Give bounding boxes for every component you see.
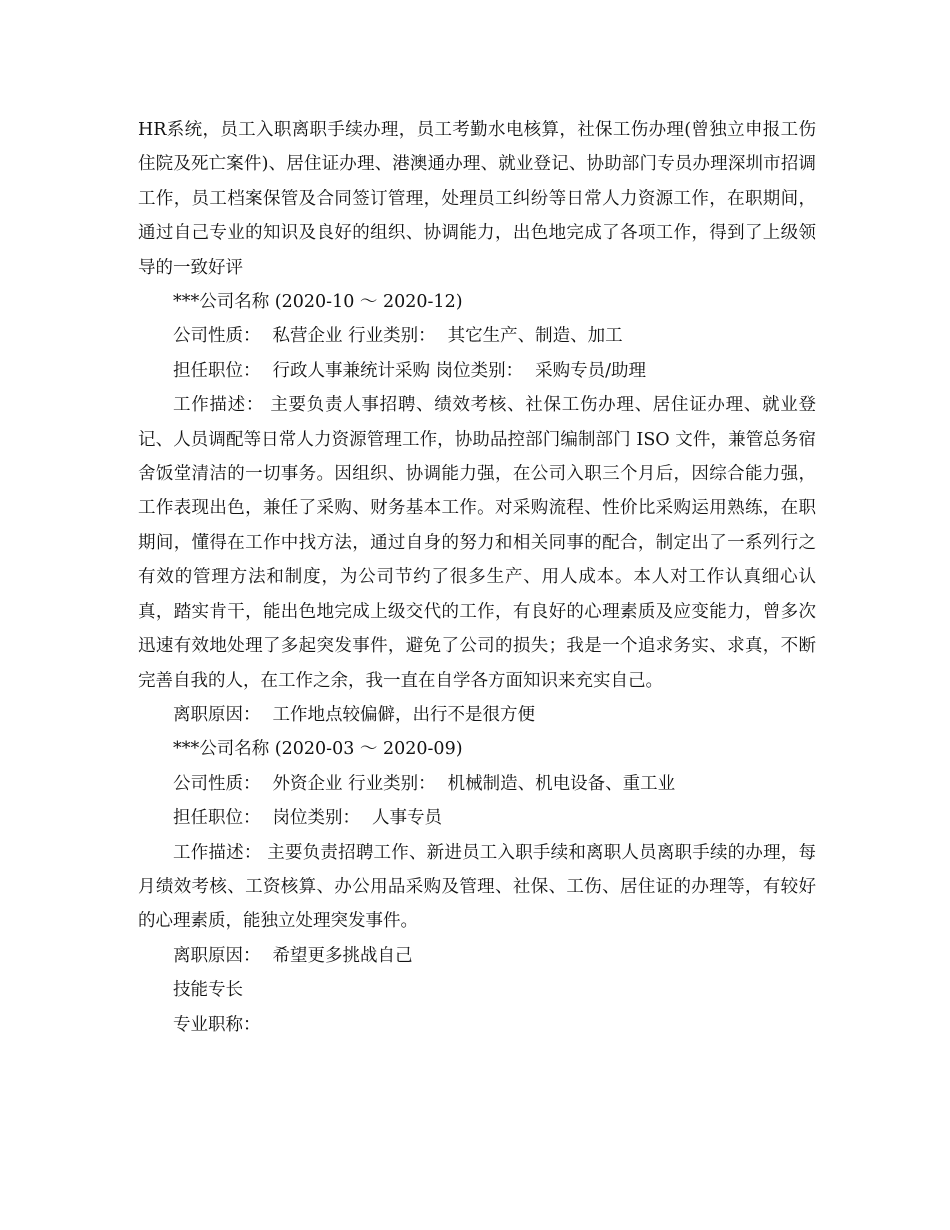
job1-industry-value: 其它生产、制造、加工 [447,326,623,347]
job1-category-value: 采购专员/助理 [535,360,646,381]
job2-leave-label: 离职原因： [173,945,261,966]
job1-industry-label: 行业类别： [348,326,436,347]
job2-industry-label: 行业类别： [348,773,436,794]
job2-category-label: 岗位类别： [272,808,360,829]
job1-leave-label: 离职原因： [173,704,261,725]
job2-position-label: 担任职位： [173,808,261,829]
job1-position-line [138,354,816,388]
document-body [138,113,816,1042]
job1-description: 工作描述： 主要负责人事招聘、绩效考核、社保工伤办理、居住证办理、就业登记、人员调配等日常人力资源管理工作，协助品控部门编制部门 ISO 文件，兼管总务宿舍饭堂清洁的一切事务。因组织、协调能力强，在公司入职三个月后，因综合能力强，工作表现出色，兼任了采购、财务基本工作。对采购流程、性价比采购运用熟练，在职期间，懂得在工作中找方法，通过自身的努力和相关同事的配合，制定出了一系列行之有效的管理方法和制度，为公司节约了很多生产、用人成本。本人对工作认真细心认真，踏实肯干，能出色地完成上级交代的工作，有良好的心理素质及应变能力，曾多次迅速有效地处理了多起突发事件，避免了公司的损失；我是一个追求务实、求真，不断完善自我的人，在工作之余，我一直在自学各方面知识来充实自己。 [138,395,816,691]
skills-heading: 技能专长 [173,980,243,1001]
job2-position-line [138,801,816,835]
job2-leave-line [138,939,816,973]
job1-nature-line [138,319,816,353]
job1-leave-value: 工作地点较偏僻，出行不是很方便 [272,704,535,725]
job1-category-label: 岗位类别： [435,360,524,381]
job1-position-label: 担任职位： [173,360,261,381]
job2-leave-value: 希望更多挑战自己 [272,945,413,966]
job2-description: 工作描述： 主要负责招聘工作、新进员工入职手续和离职人员离职手续的办理，每月绩效考核、工资核算、办公用品采购及管理、社保、工伤、居住证的办理等，有较好的心理素质，能独立处理突发事件。 [138,842,816,932]
professional-title-heading: 专业职称： [173,1014,261,1035]
job2-category-value: 人事专员 [372,808,442,829]
job2-industry-value: 机械制造、机电设备、重工业 [447,773,676,794]
job1-company-line: ***公司名称 (2020-10 ～ 2020-12) [173,292,463,313]
job1-nature-label: 公司性质： [173,326,261,347]
job2-nature-label: 公司性质： [173,773,261,794]
job2-nature-line [138,767,816,801]
job2-company-line: ***公司名称 (2020-03 ～ 2020-09) [173,739,463,760]
job1-position-value: 行政人事兼统计采购 [272,360,430,381]
job2-nature-value: 外资企业 [272,773,343,794]
intro-paragraph: HR系统，员工入职离职手续办理，员工考勤水电核算，社保工伤办理(曾独立申报工伤住院及死亡案件)、居住证办理、港澳通办理、就业登记、协助部门专员办理深圳市招调工作，员工档案保管及合同签订管理，处理员工纠纷等日常人力资源工作，在职期间，通过自己专业的知识及良好的组织、协调能力，出色地完成了各项工作，得到了上级领导的一致好评 [138,120,816,278]
job1-nature-value: 私营企业 [272,326,343,347]
job1-leave-line [138,698,816,732]
